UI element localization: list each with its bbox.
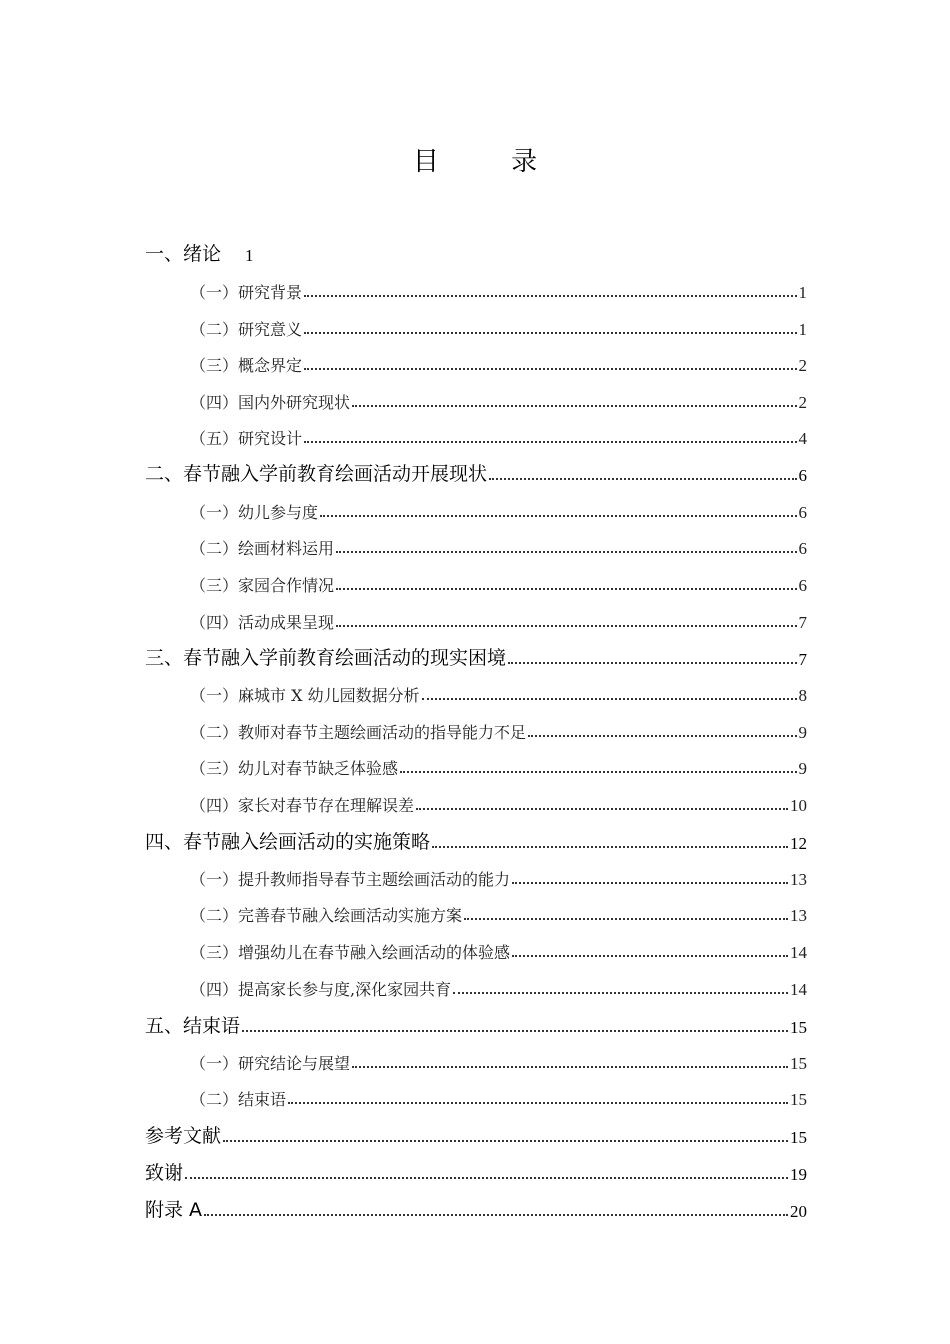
toc-entry-label: （四）家长对春节存在理解误差	[190, 796, 415, 815]
dot-leader	[416, 808, 788, 810]
toc-entry-label: （三）幼儿对春节缺乏体验感	[190, 759, 399, 778]
toc-entry-label: （一）提升教师指导春节主题绘画活动的能力	[190, 870, 511, 889]
dot-leader	[512, 955, 788, 957]
dot-leader	[512, 882, 788, 884]
toc-entry-page: 6	[798, 466, 807, 485]
dot-leader	[185, 1177, 788, 1179]
toc-entry[interactable]	[190, 385, 807, 413]
toc-entry-page: 20	[790, 1202, 807, 1221]
toc-entry[interactable]	[190, 275, 807, 303]
toc-entry-label: （一）麻城市 X 幼儿园数据分析	[190, 686, 420, 705]
toc-entry[interactable]	[190, 788, 807, 816]
toc-entry[interactable]	[190, 312, 807, 340]
toc-entry[interactable]	[190, 862, 807, 890]
toc-entry-page: 1	[798, 283, 807, 302]
toc-entry-page: 14	[790, 980, 807, 999]
toc-entry-label: （四）国内外研究现状	[190, 393, 351, 412]
dot-leader	[508, 662, 796, 664]
dot-leader	[304, 332, 796, 334]
toc-entry-chapter-4[interactable]	[145, 826, 807, 854]
toc-entry-label: （二）结束语	[190, 1090, 287, 1109]
toc-entry[interactable]	[190, 421, 807, 449]
toc-entry-label: （一）研究背景	[190, 283, 303, 302]
dot-leader	[223, 1140, 788, 1142]
toc-entry-label: （三）概念界定	[190, 356, 303, 375]
toc-entry[interactable]	[190, 348, 807, 376]
dot-leader	[336, 588, 796, 590]
dot-leader	[320, 515, 796, 517]
dot-leader	[464, 918, 788, 920]
toc-entry-page: 8	[798, 686, 807, 705]
toc-entry[interactable]	[190, 1082, 807, 1110]
toc-entry-page: 15	[790, 1018, 807, 1037]
toc-entry-label: （二）绘画材料运用	[190, 539, 335, 558]
toc-entry[interactable]	[190, 605, 807, 633]
toc-entry-label: （二）完善春节融入绘画活动实施方案	[190, 906, 463, 925]
toc-entry-label: （二）教师对春节主题绘画活动的指导能力不足	[190, 723, 527, 742]
toc-entry[interactable]	[190, 1046, 807, 1074]
toc-entry[interactable]	[190, 751, 807, 779]
toc-entry-label: （一）研究结论与展望	[190, 1054, 351, 1073]
toc-entry-label: （四）提高家长参与度,深化家园共育	[190, 980, 452, 999]
toc-entry-page: 15	[790, 1128, 807, 1147]
toc-entry-label: 附录 A	[145, 1199, 203, 1221]
dot-leader	[336, 551, 796, 553]
toc-entry-label: （五）研究设计	[190, 429, 303, 448]
toc-entry-label: 五、结束语	[145, 1015, 241, 1037]
dot-leader	[304, 295, 796, 297]
toc-entry-page: 10	[790, 796, 807, 815]
toc-entry-label: （二）研究意义	[190, 320, 303, 339]
toc-entry-page: 6	[798, 503, 807, 522]
toc-entry[interactable]	[190, 495, 807, 523]
dot-leader	[528, 735, 796, 737]
toc-entry-page: 2	[798, 393, 807, 412]
toc-entry[interactable]	[190, 531, 807, 559]
dot-leader	[204, 1214, 788, 1216]
toc-entry-references[interactable]	[145, 1120, 807, 1148]
toc-entry-page: 13	[790, 906, 807, 925]
dot-leader	[432, 846, 788, 848]
toc-entry-label: （一）幼儿参与度	[190, 503, 319, 522]
toc-entry-page: 6	[798, 576, 807, 595]
toc-entry-page: 9	[798, 723, 807, 742]
toc-entry-label: 致谢	[145, 1162, 184, 1184]
dot-leader	[400, 771, 796, 773]
toc-entry-page: 12	[790, 834, 807, 853]
toc-entry-page: 15	[790, 1090, 807, 1109]
toc-entry-label: （三）家园合作情况	[190, 576, 335, 595]
toc-entry-page: 4	[798, 429, 807, 448]
dot-leader	[422, 698, 797, 700]
dot-leader	[288, 1102, 788, 1104]
dot-leader	[242, 1030, 788, 1032]
toc-entry-page: 14	[790, 943, 807, 962]
toc-entry-chapter-3[interactable]	[145, 642, 807, 670]
dot-leader	[336, 625, 796, 627]
toc-entry-label: 三、春节融入学前教育绘画活动的现实困境	[145, 647, 507, 669]
toc-entry-page: 7	[798, 613, 807, 632]
toc-entry[interactable]	[190, 898, 807, 926]
toc-entry-label: 参考文献	[145, 1125, 222, 1147]
dot-leader	[352, 405, 796, 407]
toc-entry-page: 7	[798, 650, 807, 669]
toc-entry-chapter-1[interactable]	[145, 238, 807, 266]
toc-entry-page: 2	[798, 356, 807, 375]
toc-entry-page: 19	[790, 1165, 807, 1184]
toc-entry-page: 1	[798, 320, 807, 339]
toc-entry-label: 二、春节融入学前教育绘画活动开展现状	[145, 463, 488, 485]
toc-entry-page: 1	[245, 246, 254, 265]
toc-entry[interactable]	[190, 568, 807, 596]
toc-entry[interactable]	[190, 972, 807, 1000]
toc-entry-acknowledgements[interactable]	[145, 1157, 807, 1185]
toc-entry-label: 四、春节融入绘画活动的实施策略	[145, 831, 431, 853]
dot-leader	[352, 1066, 788, 1068]
toc-entry-page: 6	[798, 539, 807, 558]
toc-entry-chapter-5[interactable]	[145, 1010, 807, 1038]
toc-entry-label: （四）活动成果呈现	[190, 613, 335, 632]
dot-leader	[304, 368, 796, 370]
toc-entry-appendix-a[interactable]	[145, 1194, 807, 1222]
toc-entry-label: （三）增强幼儿在春节融入绘画活动的体验感	[190, 943, 511, 962]
toc-entry[interactable]	[190, 715, 807, 743]
dot-leader	[489, 478, 796, 480]
toc-entry-page: 13	[790, 870, 807, 889]
toc-entry-page: 15	[790, 1054, 807, 1073]
toc-entry-page: 9	[798, 759, 807, 778]
dot-leader	[453, 992, 788, 994]
toc-entry-chapter-2[interactable]	[145, 458, 807, 486]
dot-leader	[304, 441, 796, 443]
page-title: 目 录	[412, 147, 570, 177]
toc-entry-label: 一、绪论	[145, 243, 222, 265]
toc-entry[interactable]	[190, 678, 807, 706]
toc-entry[interactable]	[190, 935, 807, 963]
